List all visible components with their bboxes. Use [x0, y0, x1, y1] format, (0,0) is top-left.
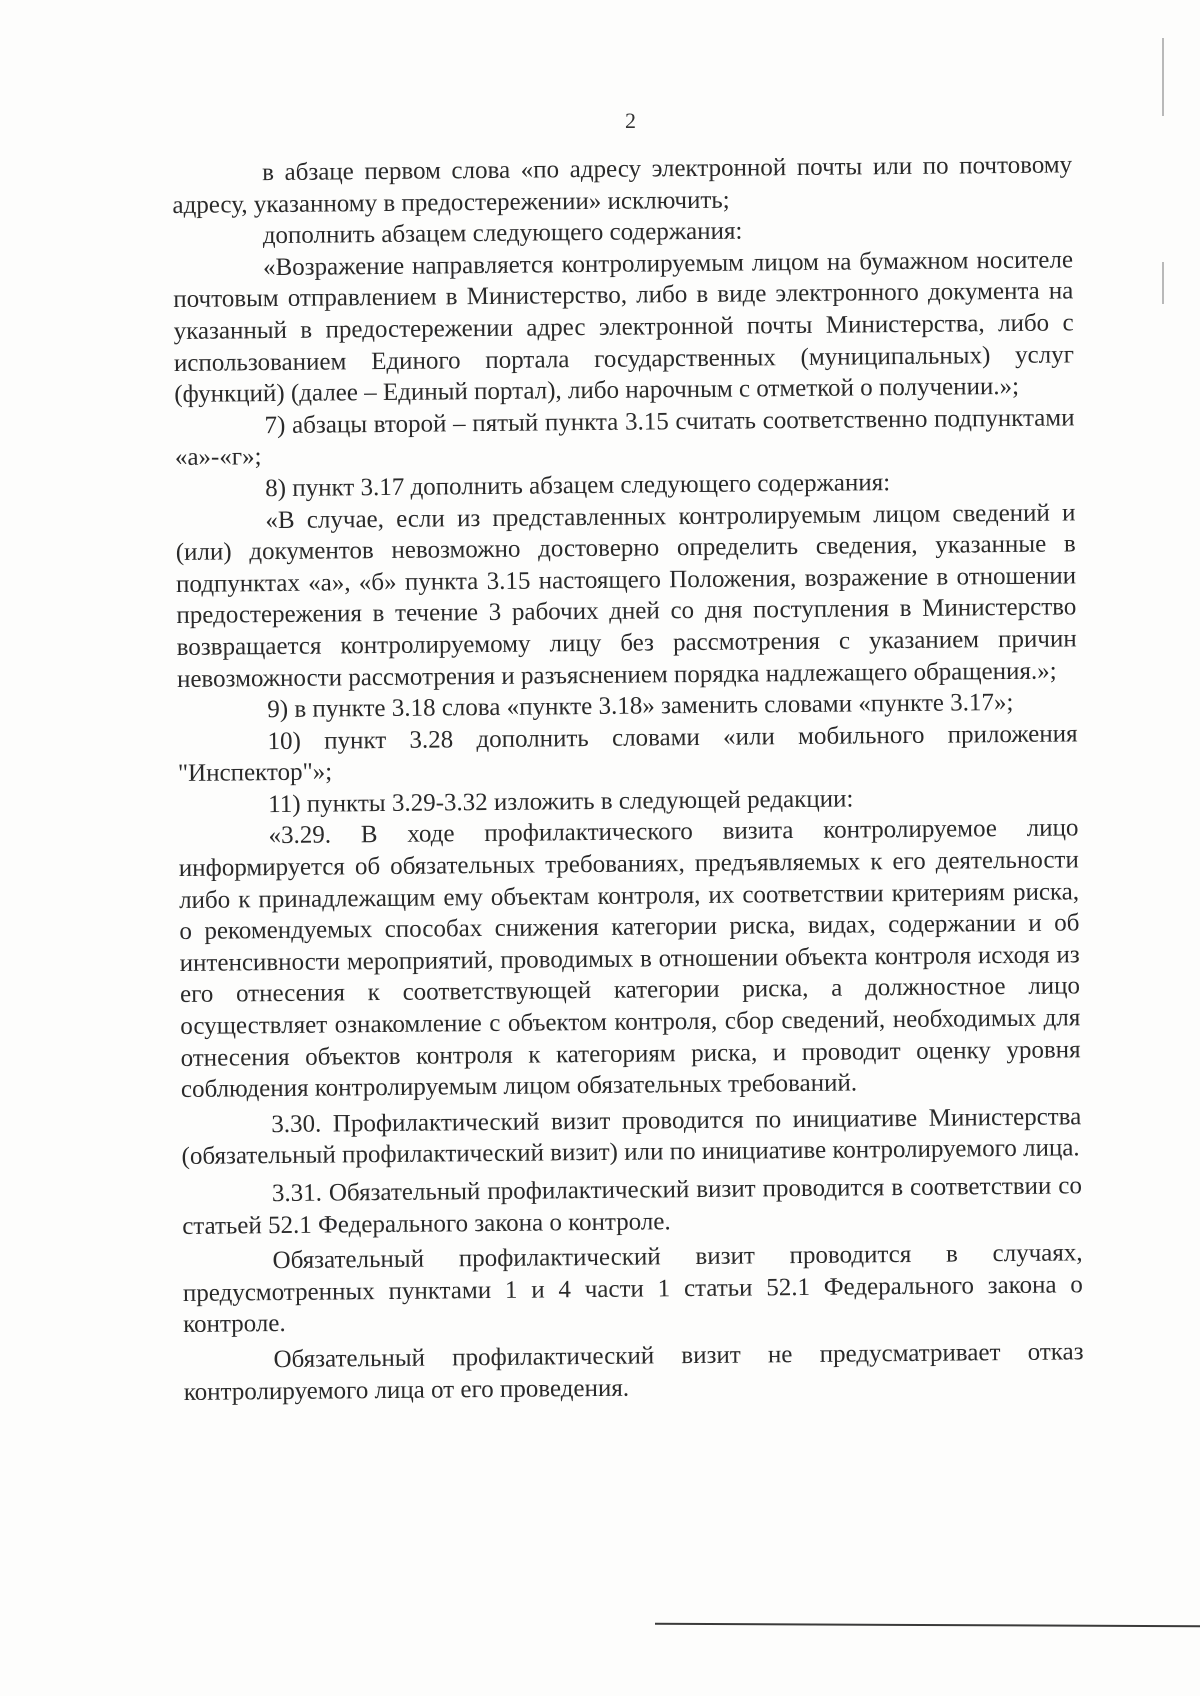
- document-body: [172, 149, 1084, 1408]
- paragraph: «Возражение направляется контролируемым лицом на бумажном носителе почтовым отправлением в Министерство, либо в виде электронного документа на указанный в предостережении адрес электронной почты Министерства, либо с использованием Единого портала государственных (муниципальных) услуг (функций) (далее – Единый портал), либо нарочным с отметкой о получении.»;: [173, 246, 1075, 409]
- page-number: 2: [625, 108, 636, 133]
- paragraph: 11) пункты 3.29-3.32 изложить в следующей редакции:: [268, 785, 854, 818]
- scan-edge-mark: [1162, 262, 1164, 304]
- paragraph: в абзаце первом слова «по адресу электронной почты или по почтовому адресу, указанному в предостережении» исключить;: [172, 151, 1073, 219]
- scan-edge-mark: [1162, 38, 1164, 116]
- paragraph: «3.29. В ходе профилактического визита контролируемое лицо информируется об обязательных требованиях, предъявляемых к его деятельности либо к принадлежащим ему объектам контроля, их соответствии критериям риска, о рекомендуемых способах снижения категории риска, видах, содержании и об интенсивности мероприятий, проводимых в отношении объекта контроля исходя из его отнесения к соответствующей категории риска, а должностное лицо осуществляет ознакомление с объектом контроля, сбор сведений, необходимых для отнесения объектов контроля к категориям риска, и проводит оценку уровня соблюдения контролируемым лицом обязательных требований.: [178, 814, 1081, 1104]
- paragraph: 8) пункт 3.17 дополнить абзацем следующего содержания:: [265, 469, 891, 503]
- paragraph: 3.31. Обязательный профилактический визит проводится в соответствии со статьей 52.1 Федерального закона о контроле.: [182, 1172, 1083, 1240]
- paragraph: 10) пункт 3.28 дополнить словами «или мобильного приложения "Инспектор"»;: [177, 720, 1078, 788]
- paragraph: 3.30. Профилактический визит проводится по инициативе Министерства (обязательный профилактический визит) или по инициативе контролируемого лица.: [181, 1103, 1082, 1171]
- paragraph: Обязательный профилактический визит проводится в случаях, предусмотренных пунктами 1 и 4 части 1 статьи 52.1 Федерального закона о контроле.: [182, 1239, 1083, 1339]
- paragraph: 9) в пункте 3.18 слова «пункте 3.18» заменить словами «пункте 3.17»;: [267, 689, 1014, 724]
- footer-rule: [655, 1623, 1200, 1627]
- paragraph: Обязательный профилактический визит не предусматривает отказ контролируемого лица от его проведения.: [183, 1338, 1084, 1406]
- paragraph: «В случае, если из представленных контролируемым лицом сведений и (или) документов невозможно достоверно определить сведения, указанные в подпунктах «а», «б» пункта 3.15 настоящего Положения, возражение в отношении предостережения в течение 3 рабочих дней со дня поступления в Министерство возвращается контролируемому лицу без рассмотрения с указанием причин невозможности рассмотрения и разъяснением порядка надлежащего обращения.»;: [175, 498, 1077, 693]
- paragraph: 7) абзацы второй – пятый пункта 3.15 считать соответственно подпунктами «а»-«г»;: [174, 404, 1075, 472]
- paragraph: дополнить абзацем следующего содержания:: [262, 217, 743, 250]
